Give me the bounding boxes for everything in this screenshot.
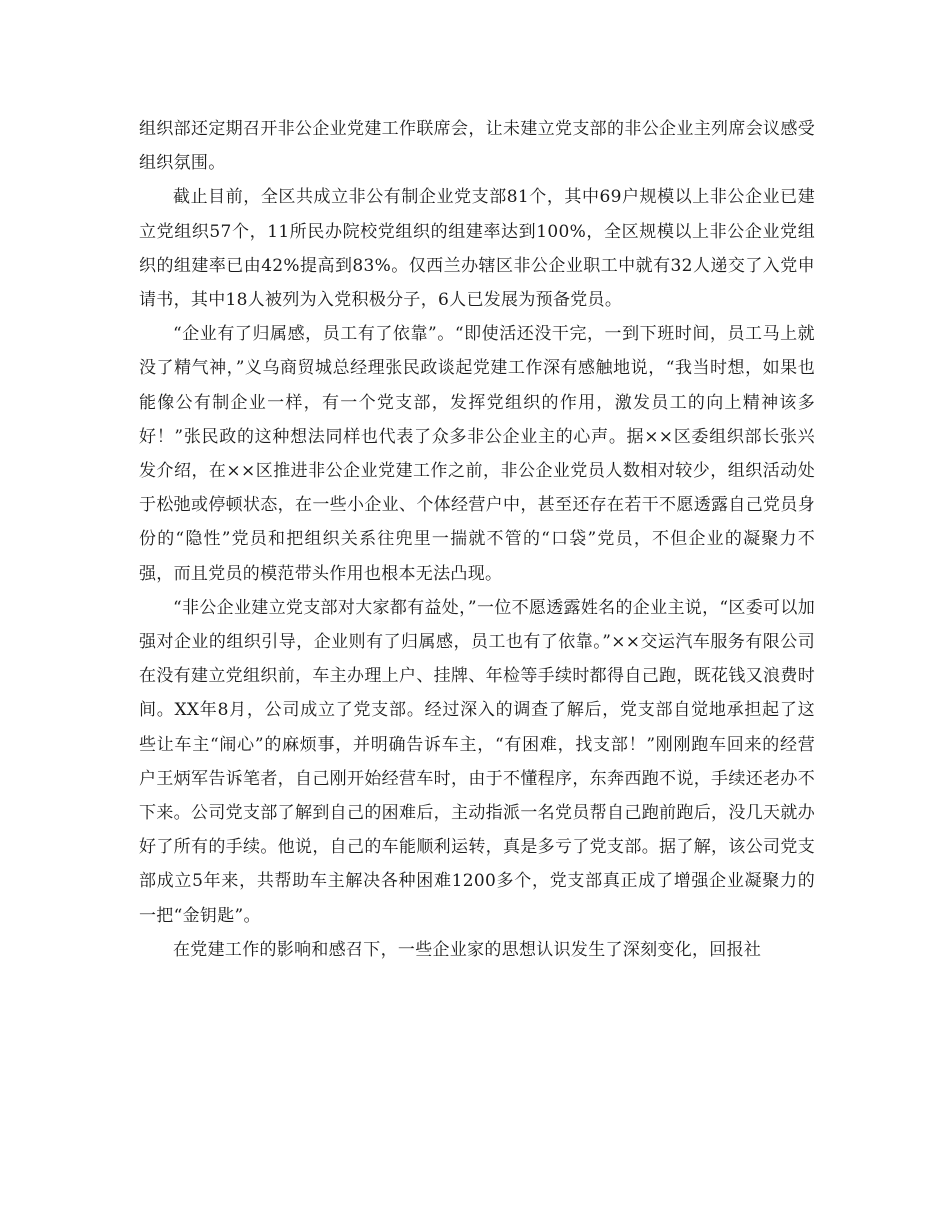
paragraph-statistics: 截止目前，全区共成立非公有制企业党支部81个，其中69户规模以上非公企业已建立党组织57个，11所民办院校党组织的组建率达到100%，全区规模以上非公企业党组织的组建率已由42%提高到83%。仅西兰办辖区非公企业职工中就有32人递交了入党申请书，其中18人被列为入党积极分子，6人已发展为预备党员。 [139,187,815,311]
paragraph-transport-company: “非公企业建立党支部对大家都有益处，”一位不愿透露姓名的企业主说，“区委可以加强对企业的组织引导，企业则有了归属感，员工也有了依靠。”××交运汽车服务有限公司在没有建立党组织前，车主办理上户、挂牌、年检等手续时都得自己跑，既花钱又浪费时间。XX年8月，公司成立了党支部。经过深入的调查了解后，党支部自觉地承担起了这些让车主“闹心”的麻烦事，并明确告诉车主，“有困难，找支部！”刚刚跑车回来的经营户王炳军告诉笔者，自己刚开始经营车时，由于不懂程序，东奔西跑不说，手续还老办不下来。公司党支部了解到自己的困难后，主动指派一名党员帮自己跑前跑后，没几天就办好了所有的手续。他说，自己的车能顺利运转，真是多亏了党支部。据了解，该公司党支部成立5年来，共帮助车主解决各种困难1200多个，党支部真正成了增强企业凝聚力的一把“金钥匙”。 [139,597,815,926]
paragraph-belonging: “企业有了归属感，员工有了依靠”。“即使活还没干完，一到下班时间，员工马上就没了精气神，”义乌商贸城总经理张民政谈起党建工作深有感触地说，“我当时想，如果也能像公有制企业一样，有一个党支部，发挥党组织的作用，激发员工的向上精神该多好！”张民政的这种想法同样也代表了众多非公企业主的心声。据××区委组织部长张兴发介绍，在××区推进非公企业党建工作之前，非公企业党员人数相对较少，组织活动处于松弛或停顿状态，在一些小企业、个体经营户中，甚至还存在若干不愿透露自己党员身份的“隐性”党员和把组织关系往兜里一揣就不管的“口袋”党员，不但企业的凝聚力不强，而且党员的模范带头作用也根本无法凸现。 [139,324,815,584]
document-body [139,112,815,967]
paragraph-continued: 组织部还定期召开非公企业党建工作联席会，让未建立党支部的非公企业主列席会议感受组织氛围。 [139,119,815,174]
paragraph-influence: 在党建工作的影响和感召下，一些企业家的思想认识发生了深刻变化，回报社 [173,939,762,960]
